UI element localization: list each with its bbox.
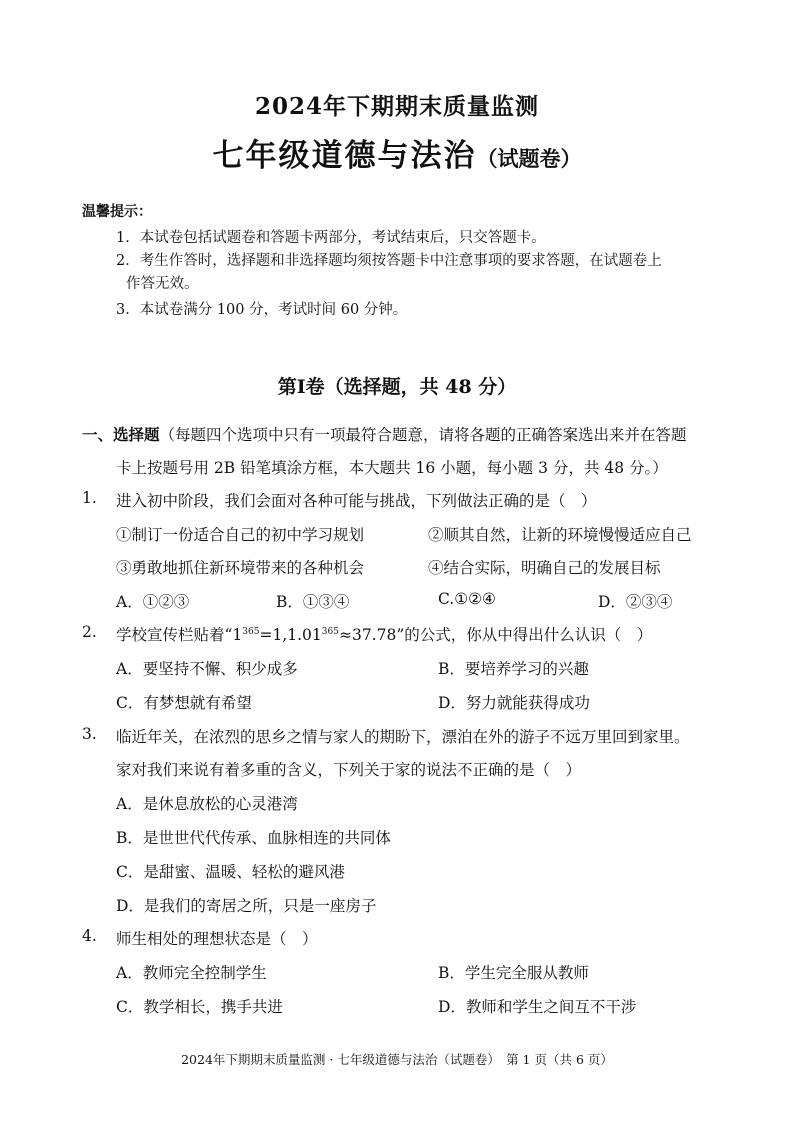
question-stem: 师生相处的理想状态是（ ）: [116, 930, 318, 948]
option-c: C．教学相长，携手共进: [116, 998, 283, 1016]
tips-title: 温馨提示：: [82, 204, 152, 220]
section-title: 第Ⅰ卷（选择题，共 48 分）: [277, 376, 517, 398]
option-d: D．是我们的寄居之所，只是一座房子: [116, 897, 377, 915]
option-a: A．教师完全控制学生: [116, 964, 267, 982]
option-d: D．努力就能获得成功: [438, 694, 590, 712]
question-number: 4.: [82, 927, 97, 945]
statement-4: ④结合实际，明确自己的发展目标: [428, 559, 661, 577]
question-number: 2.: [82, 623, 97, 641]
section-heading-label: 一、选择题: [82, 425, 160, 444]
statement-1: ①制订一份适合自己的初中学习规划: [116, 526, 365, 544]
option-c: C．有梦想就有希望: [116, 694, 252, 712]
tip-item: 1．本试卷包括试题卷和答题卡两部分，考试结束后，只交答题卡。: [116, 230, 546, 246]
option-b: B．要培养学习的兴趣: [438, 660, 589, 678]
exam-title-line2: [0, 130, 794, 175]
option-d: D．教师和学生之间互不干涉: [438, 998, 637, 1016]
exponent: 365: [242, 627, 260, 637]
stem-part: =1,1.01: [259, 626, 322, 644]
paper-type-label: （试题卷）: [476, 146, 582, 171]
option-c: C．是甜蜜、温暖、轻松的避风港: [116, 863, 345, 881]
option-b: B．学生完全服从教师: [438, 964, 589, 982]
stem-part: ≈37.78”的公式，你从中得出什么认识（ ）: [338, 626, 653, 644]
tip-item-continued: 作答无效。: [126, 276, 199, 292]
section-heading-line2: 卡上按题号用 2B 铅笔填涂方框，本大题共 16 小题，每小题 3 分，共 48 分。）: [116, 459, 668, 477]
page-footer: 2024年下期期末质量监测 · 七年级道德与法治（试题卷） 第 1 页（共 6 页）: [181, 1052, 613, 1067]
question-stem: [116, 623, 652, 645]
option-a: A．①②③: [116, 593, 190, 611]
option-d: D．②③④: [598, 593, 673, 611]
section-heading: [82, 423, 687, 445]
statement-2: ②顺其自然，让新的环境慢慢适应自己: [428, 526, 692, 544]
tip-item: 2．考生作答时，选择题和非选择题均须按答题卡中注意事项的要求答题，在试题卷上: [116, 253, 662, 269]
option-c: C.①②④: [438, 590, 496, 608]
question-stem-line2: 家对我们来说有着多重的含义，下列关于家的说法不正确的是（ ）: [116, 761, 582, 779]
section-heading-instructions: （每题四个选项中只有一项最符合题意，请将各题的正确答案选出来并在答题: [159, 426, 687, 444]
exam-title-line1: 2024年下期期末质量监测: [254, 93, 539, 120]
stem-part: 学校宣传栏贴着“1: [116, 626, 243, 644]
tip-item: 3．本试卷满分 100 分，考试时间 60 分钟。: [116, 302, 408, 318]
exponent: 365: [321, 627, 339, 637]
option-b: B．是世世代代传承、血脉相连的共同体: [116, 829, 391, 847]
question-stem: 进入初中阶段，我们会面对各种可能与挑战，下列做法正确的是（ ）: [116, 492, 597, 510]
subject-title: 七年级道德与法治: [212, 138, 477, 174]
statement-3: ③勇敢地抓住新环境带来的各种机会: [116, 559, 365, 577]
question-number: 3.: [82, 725, 97, 743]
option-a: A．要坚持不懈、积少成多: [116, 660, 298, 678]
option-a: A．是休息放松的心灵港湾: [116, 795, 298, 813]
question-stem: 临近年关，在浓烈的思乡之情与家人的期盼下，漂泊在外的游子不远万里回到家里。: [116, 728, 690, 746]
option-b: B．①③④: [276, 593, 350, 611]
question-number: 1.: [82, 489, 97, 507]
